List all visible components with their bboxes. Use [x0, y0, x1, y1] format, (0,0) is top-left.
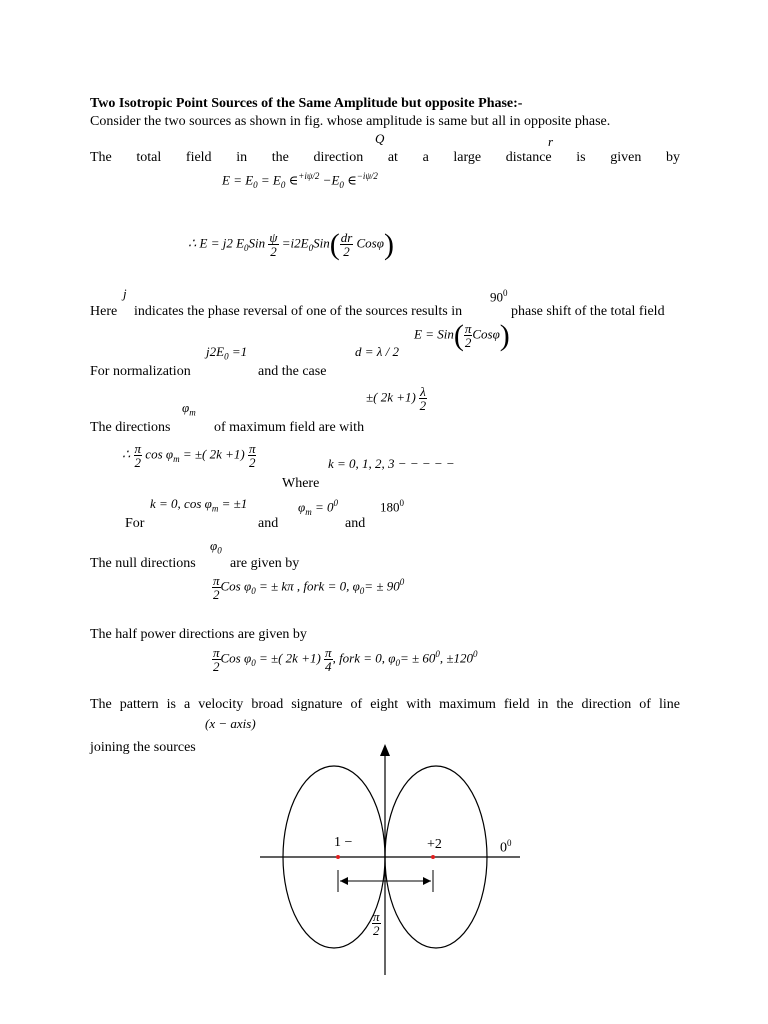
null-b: are given by — [230, 556, 300, 571]
equation-half-power: $\frac{\pi}{2}$ Cos $\varphi_0$ = ±( 2k +1) $\frac{\pi}{4}$ , fork = 0, $\varphi_0= \pm 60^0$, $\pm 120^0$ — [213, 645, 478, 674]
where-label: Where — [282, 476, 320, 491]
word: a — [422, 150, 429, 165]
source-2-label: +2 — [427, 837, 442, 852]
word: given — [610, 150, 642, 165]
heading: Two Isotropic Point Sources of the Same Amplitude but opposite Phase:- — [90, 96, 523, 111]
and-the-case: and the case — [258, 364, 327, 379]
var-r: r — [548, 134, 554, 149]
one-eighty: $180^0$ — [380, 498, 404, 515]
word: velocity — [198, 697, 244, 712]
word: at — [387, 150, 398, 165]
intro-text: Consider the two sources as shown in fig. whose amplitude is same but all in opposite phase. — [90, 114, 611, 129]
word: large — [453, 150, 482, 165]
max-expression: ±( 2k +1) $\frac{\lambda}{2}$ — [366, 384, 427, 413]
source-2-dot — [431, 855, 435, 859]
here-text-a: Here — [90, 304, 118, 319]
pi-over-2-label: $\frac{\pi}{2}$ — [373, 909, 380, 938]
here-text-b: indicates the phase reversal of one of the sources results in — [134, 304, 463, 319]
null-a: The null directions — [90, 556, 196, 571]
half-power: The half power directions are given by — [90, 627, 307, 642]
k-cos-eq: k = 0, $\cos \varphi_m = \pm 1$ — [150, 496, 248, 514]
var-j: j — [123, 286, 127, 301]
x-axis-label: (x − axis) — [205, 716, 256, 731]
source-1-label: 1 − — [334, 835, 353, 850]
equation-max-direction: ∴ $\frac{\pi}{2}$ $\cos \varphi_m$ = ±( 2k +1) $\frac{\pi}{2}$ — [122, 441, 256, 470]
word: line — [658, 697, 680, 712]
word: direction — [581, 697, 632, 712]
directions-b: of maximum field are with — [214, 420, 365, 435]
joining-text: joining the sources — [90, 740, 196, 755]
equation-field-sum: $E = E_0 = E_0$ ∈$^{+i\psi/2}$ $-E_0$ ∈$^{-i\psi/2}$ — [222, 171, 378, 190]
phi-m-symbol: $\varphi_m$ — [182, 400, 196, 418]
right-lobe — [385, 766, 487, 948]
ninety-degrees: $90^0$ — [490, 288, 508, 305]
word: direction — [313, 150, 364, 165]
word: is — [166, 697, 176, 712]
and-label-2: and — [345, 516, 366, 531]
word: signature — [291, 697, 343, 712]
word: a — [183, 697, 191, 712]
word: the — [556, 697, 574, 712]
phi-m-zero: $\varphi_m = 0^0$ — [298, 498, 338, 517]
k-values: k = 0, 1, 2, 3 − − − − − — [328, 456, 455, 471]
word: broad — [251, 697, 284, 712]
var-q: Q — [375, 131, 385, 146]
word: of — [639, 697, 651, 712]
source-1-dot — [336, 855, 340, 859]
equation-normalized-field: E = Sin( $\frac{\pi}{2}$ Cosφ) — [414, 319, 510, 352]
word: pattern — [119, 697, 159, 712]
equation-null: $\frac{\pi}{2}$ Cos $\varphi_0$ = ± kπ , fork = 0, $\varphi_0= \pm 90^0$ — [213, 573, 405, 602]
word: field — [185, 150, 212, 165]
total-field-line — [90, 150, 680, 166]
equation-field-result: ∴ E = j2 $E_0Sin$ $\frac{\psi}{2}$ $=i2E_0Sin$( $\frac{dr}{2}$ Cosφ) — [188, 228, 394, 261]
for-normalization: For normalization — [90, 364, 191, 379]
word: with — [406, 697, 432, 712]
phi-0-symbol: $\varphi_0$ — [210, 538, 222, 556]
left-lobe — [283, 766, 385, 948]
word: of — [350, 697, 363, 712]
and-label-1: and — [258, 516, 279, 531]
word: distance — [505, 150, 552, 165]
word: The — [90, 150, 112, 165]
equation-spacing: d = λ / 2 — [355, 344, 400, 359]
vertical-axis-arrow — [380, 744, 390, 756]
word: field — [503, 697, 530, 712]
word: is — [576, 150, 586, 165]
directions-a: The directions — [90, 420, 171, 435]
word: The — [90, 697, 112, 712]
word: total — [136, 150, 162, 165]
for-label: For — [125, 516, 145, 531]
pattern-line — [90, 697, 680, 713]
word: the — [271, 150, 289, 165]
word: in — [537, 697, 549, 712]
word: in — [236, 150, 248, 165]
word: by — [665, 150, 680, 165]
word: maximum — [439, 697, 496, 712]
word: eight — [370, 697, 399, 712]
here-text-c: phase shift of the total field — [511, 304, 665, 319]
equation-normalization: $j2E_0 =1$ — [206, 344, 248, 362]
zero-degree-label: $0^0$ — [500, 838, 512, 856]
